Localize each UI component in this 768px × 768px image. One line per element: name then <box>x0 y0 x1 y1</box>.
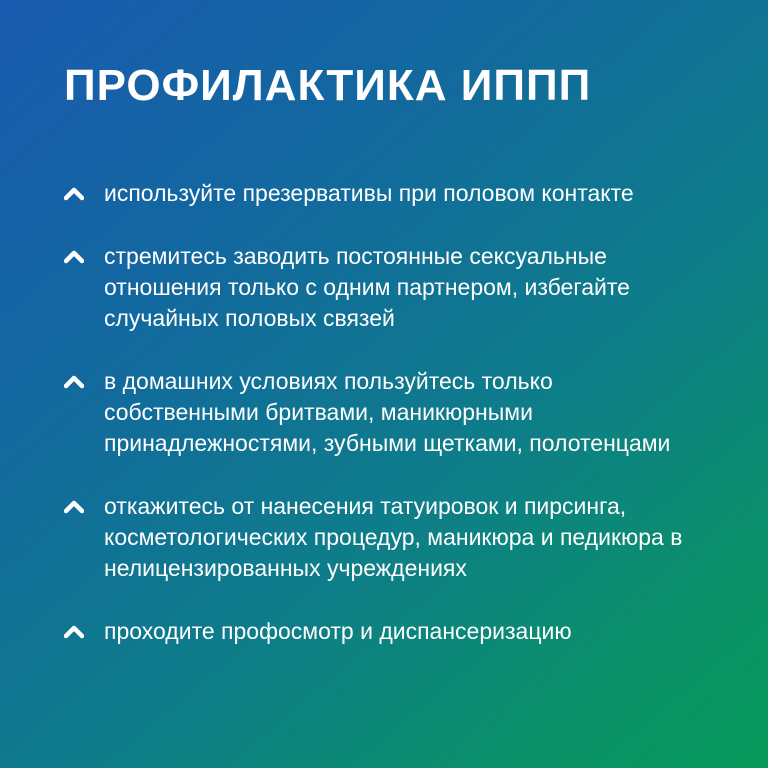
list-item <box>64 366 704 459</box>
list-item <box>64 616 704 647</box>
list-item-text: в домашних условиях пользуйтесь только собственными бритвами, маникюрными принадлежностями, зубными щетками, полотенцами <box>104 368 671 456</box>
list-item <box>64 241 704 334</box>
chevron-up-icon <box>64 500 84 514</box>
list-item-text: стремитесь заводить постоянные сексуальные отношения только с одним партнером, избегайте случайных половых связей <box>104 243 630 331</box>
prevention-list <box>64 178 704 647</box>
chevron-up-icon <box>64 250 84 264</box>
list-item <box>64 491 704 584</box>
chevron-up-icon <box>64 625 84 639</box>
list-item-text: откажитесь от нанесения татуировок и пирсинга, косметологических процедур, маникюра и педикюра в нелицензированных учреждениях <box>104 493 683 581</box>
page-title: ПРОФИЛАКТИКА ИППП <box>64 61 592 110</box>
list-item-text: используйте презервативы при половом контакте <box>104 180 634 206</box>
chevron-up-icon <box>64 375 84 389</box>
list-item-text: проходите профосмотр и диспансеризацию <box>104 618 572 644</box>
chevron-up-icon <box>64 187 84 201</box>
list-item <box>64 178 704 209</box>
